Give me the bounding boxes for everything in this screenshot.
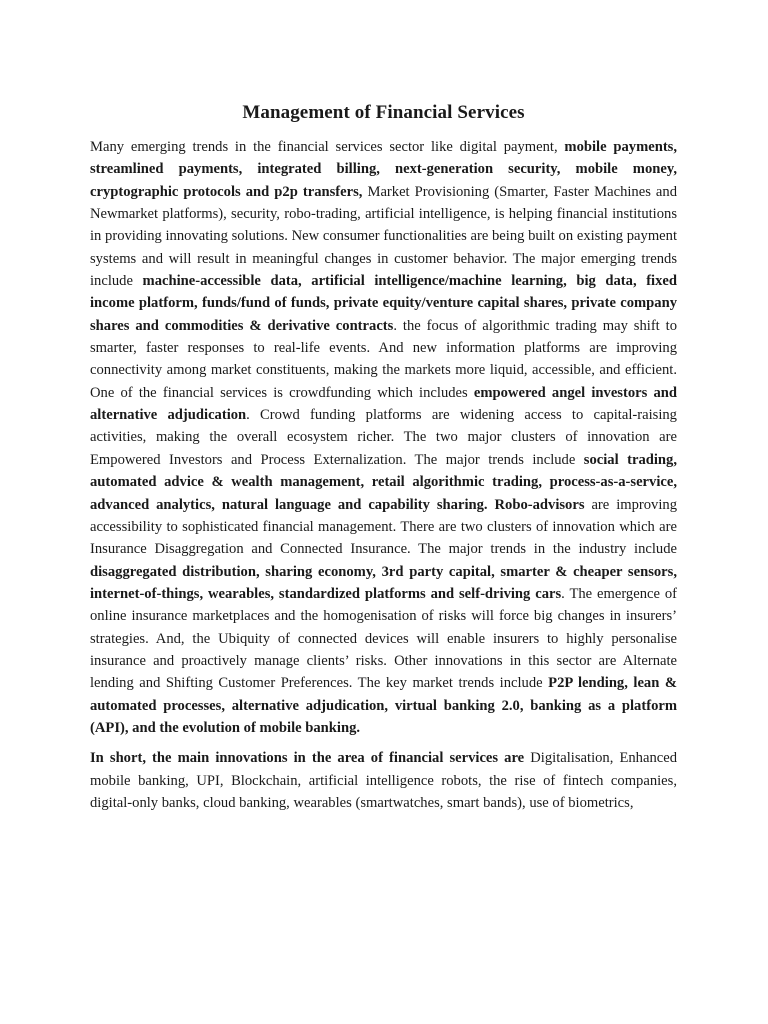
bold-text-run: P2P lending, lean & automated processes, alternative adjudication, virtual banking 2.0, banking as a platform (API), and the evolution of mobile banking. xyxy=(90,675,678,736)
bold-text-run: machine-accessible data, artificial intelligence/machine learning, big data, fixed income platform, funds/fund of funds, private equity/venture capital shares, private company shares and commodities & derivative contracts xyxy=(90,273,677,334)
bold-text-run: empowered angel investors and alternative adjudication xyxy=(90,384,677,424)
paragraph-trends xyxy=(90,136,677,739)
text-run: Digitalisation, Enhanced mobile banking, UPI, Blockchain, artificial intelligence robots, the rise of fintech companies, digital-only banks, cloud banking, wearables (smartwatches, smart bands), use of biometrics, xyxy=(90,750,677,811)
text-run: are improving accessibility to sophisticated financial management. There are two clusters of innovation which are Insurance Disaggregation and Connected Insurance. The major trends in the industry include xyxy=(90,496,677,558)
document-title: Management of Financial Services xyxy=(242,102,525,123)
document-page xyxy=(90,101,677,814)
text-run: Many emerging trends in the financial services sector like digital payment, xyxy=(90,139,565,155)
text-run: . The emergence of online insurance marketplaces and the homogenisation of risks will force big changes in insurers’ strategies. And, the Ubiquity of connected devices will enable insurers to highly personalise insurance and proactively manage clients’ risks. Other innovations in this sector are Alternate lending and Shifting Customer Preferences. The key market trends include xyxy=(90,585,677,692)
bold-text-run: social trading, automated advice & wealth management, retail algorithmic trading, process-as-a-service, advanced analytics, natural language and capability sharing. Robo-advisors xyxy=(90,451,677,513)
text-run: . the focus of algorithmic trading may shift to smarter, faster responses to real-life events. And new information platforms are improving connectivity among market constituents, making the markets more liquid, accessible, and efficient. One of the financial services is crowdfunding which includes xyxy=(90,317,678,401)
text-run: . Crowd funding platforms are widening access to capital-raising activities, making the overall ecosystem richer. The two major clusters of innovation are Empowered Investors and Process Externalization. The major trends include xyxy=(90,407,677,468)
bold-text-run: disaggregated distribution, sharing economy, 3rd party capital, smarter & cheaper sensors, internet-of-things, wearables, standardized platforms and self-driving cars xyxy=(90,563,677,602)
paragraph-summary xyxy=(90,747,677,814)
text-run: Market Provisioning (Smarter, Faster Machines and Newmarket platforms), security, robo-trading, artificial intelligence, is helping financial institutions in providing innovating solutions. New consumer functionalities are being built on existing payment systems and will result in meaningful changes in customer behavior. The major emerging trends include xyxy=(90,183,677,290)
bold-text-run: mobile payments, streamlined payments, integrated billing, next-generation security, mobile money, cryptographic protocols and p2p transfers, xyxy=(90,139,678,200)
bold-text-run: In short, the main innovations in the area of financial services are xyxy=(90,750,525,767)
